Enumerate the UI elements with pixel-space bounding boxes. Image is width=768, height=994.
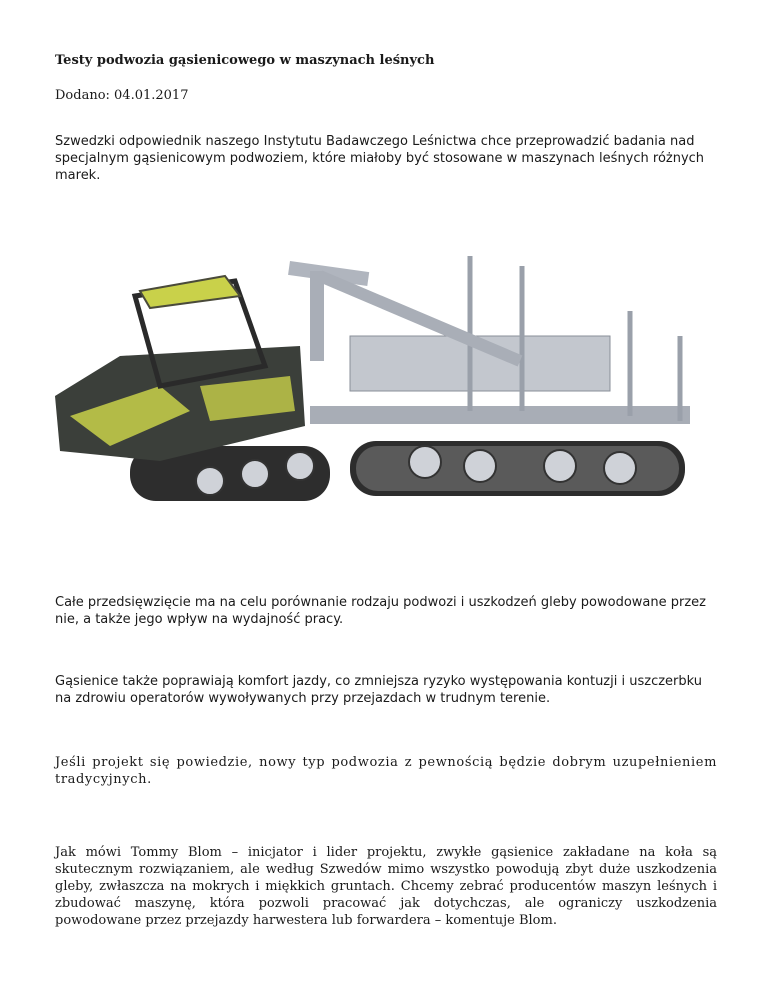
paragraph-quote: Jak mówi Tommy Blom – inicjator i lider projektu, zwykłe gąsienice zakładane na koła są skutecznym rozwiązaniem, ale według Szwedów mimo wszystko powodują zbyt duże uszkodzenia gleby, zwłaszcza na mokrych i miękkich gruntach. Chcemy zebrać producentów maszyn leśnych i zbudować maszynę, która pozwoli pracować jak dotychczas, ale ograniczy uszkodzenia powodowane przez przejazdy harwestera lub forwardera – komentuje Blom. <box>55 845 717 928</box>
forwarder-machine-illustration <box>50 236 690 536</box>
paragraph-intro: Szwedzki odpowiednik naszego Instytutu Badawczego Leśnictwa chce przeprowadzić badania nad specjalnym gąsienicowym podwoziem, które miałoby być stosowane w maszynach leśnych różnych marek. <box>55 134 705 183</box>
paragraph-comfort: Gąsienice także poprawiają komfort jazdy, co zmniejsza ryzyko występowania kontuzji i uszczerbku na zdrowiu operatorów wywoływanych przy przejazdach w trudnym terenie. <box>55 674 703 706</box>
article-date: Dodano: 04.01.2017 <box>55 88 189 103</box>
paragraph-outlook: Jeśli projekt się powiedzie, nowy typ podwozia z pewnością będzie dobrym uzupełnieniem tradycyjnych. <box>55 755 717 787</box>
article-title: Testy podwozia gąsienicowego w maszynach leśnych <box>55 53 435 68</box>
paragraph-goal: Całe przedsięwzięcie ma na celu porównanie rodzaju podwozi i uszkodzeń gleby powodowane przez nie, a także jego wpływ na wydajność pracy. <box>55 595 706 627</box>
